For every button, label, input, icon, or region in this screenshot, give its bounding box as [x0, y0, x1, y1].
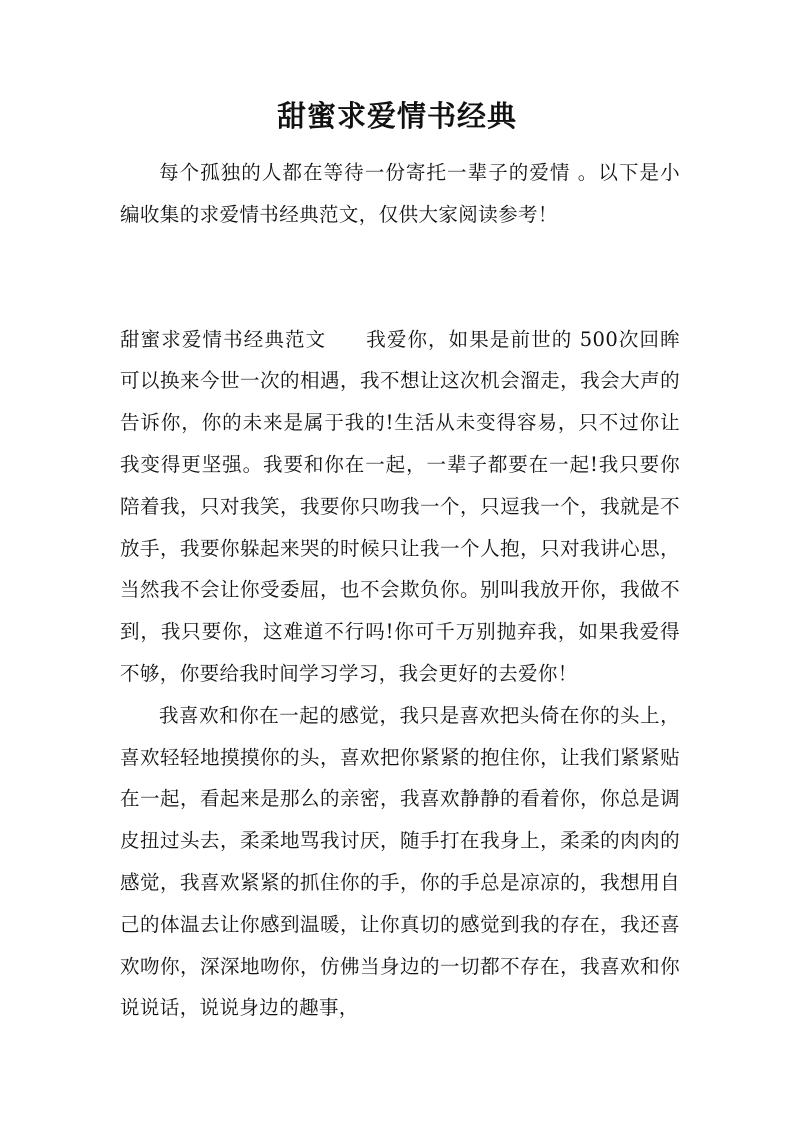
- paragraph-spacer: [120, 236, 680, 319]
- intro-paragraph: 每个孤独的人都在等待一份寄托一辈子的爱情 。以下是小编收集的求爱情书经典范文，仅供大家阅读参考！: [120, 161, 680, 226]
- document-body: [120, 152, 680, 1029]
- letter-paragraph-1: [120, 319, 680, 695]
- document-title: 甜蜜求爱情书经典: [276, 99, 517, 133]
- letter-paragraph-1-text: 我爱你，如果是前世的 500次回眸可以换来今世一次的相遇，我不想让这次机会溜走，我会大声的告诉你，你的未来是属于我的!生活从未变得容易，只不过你让我变得更坚强。我要和你在一起，一辈子都要在一起!我只要你陪着我，只对我笑，我要你只吻我一个，只逗我一个，我就是不放手，我要你躲起来哭的时候只让我一个人抱，只对我讲心思，当然我不会让你受委屈，也不会欺负你。别叫我放开你，我做不到，我只要你，这难道不行吗!你可千万别抛弃我，如果我爱得不够，你要给我时间学习学习，我会更好的去爱你！: [120, 327, 680, 685]
- section-heading: 甜蜜求爱情书经典范文: [120, 327, 327, 351]
- letter-paragraph-2: 我喜欢和你在一起的感觉，我只是喜欢把头倚在你的头上，喜欢轻轻地摸摸你的头，喜欢把你紧紧的抱住你，让我们紧紧贴在一起，看起来是那么的亲密，我喜欢静静的看着你，你总是调皮扭过头去，柔柔地骂我讨厌，随手打在我身上，柔柔的肉肉的感觉，我喜欢紧紧的抓住你的手，你的手总是凉凉的，我想用自己的体温去让你感到温暖，让你真切的感觉到我的存在，我还喜欢吻你，深深地吻你，仿佛当身边的一切都不存在，我喜欢和你说说话，说说身边的趣事，: [120, 703, 680, 1020]
